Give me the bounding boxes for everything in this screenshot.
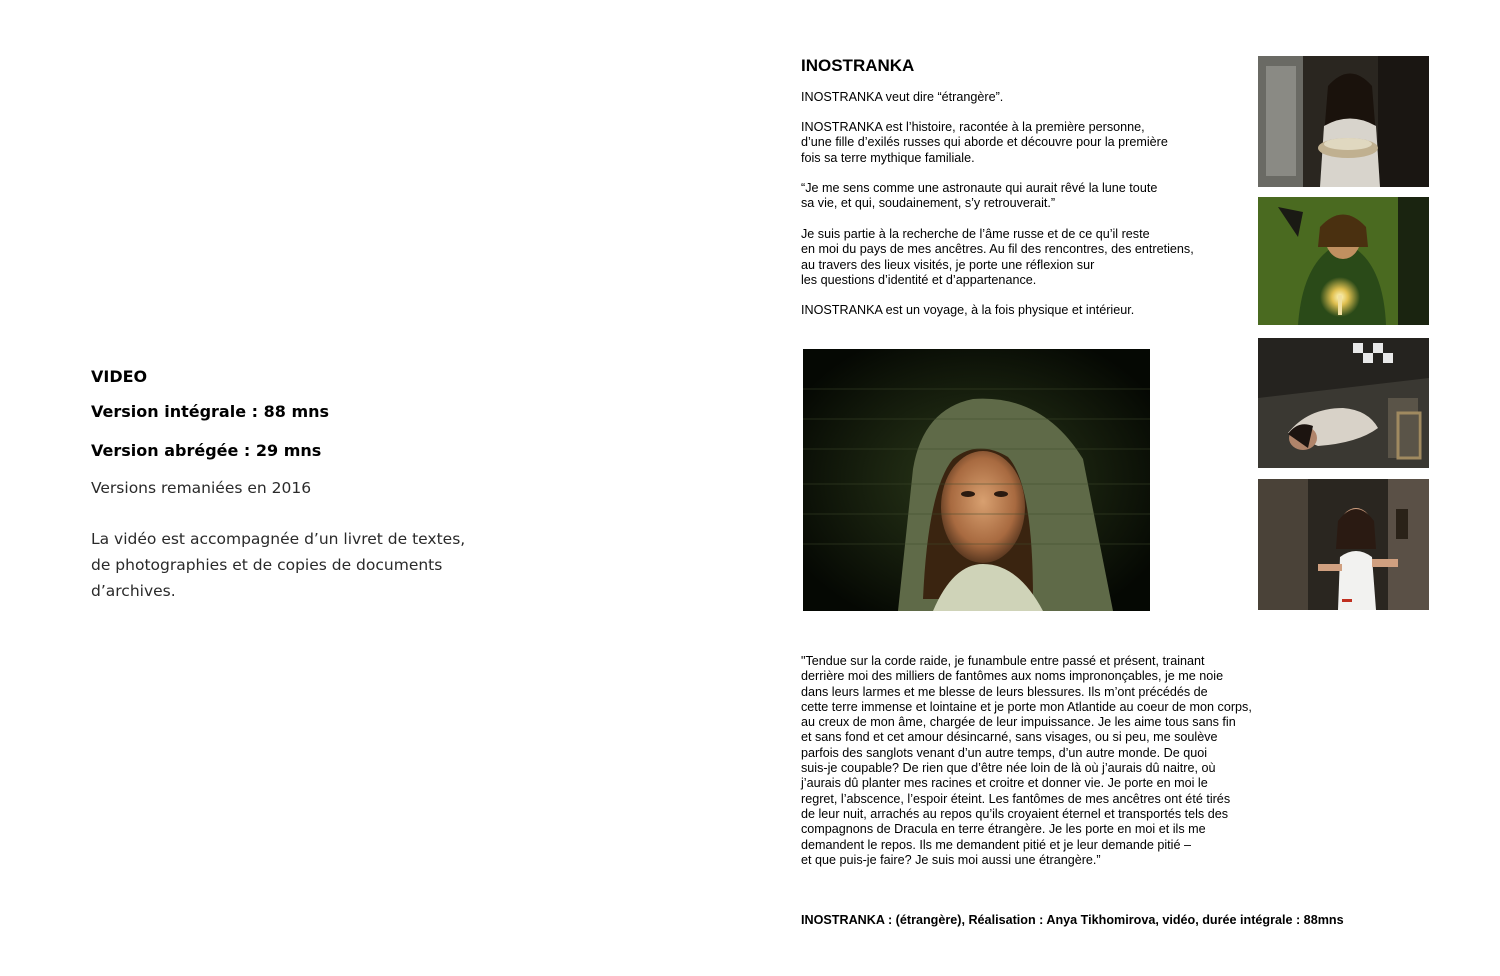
quote-line: demandent le repos. Ils me demandent pitié et je leur demande pitié – [801,837,1191,852]
description [91,526,511,604]
person-lying-on-floor-image [1258,338,1429,468]
section-title: VIDEO [91,367,148,386]
search-line: Je suis partie à la recherche de l’âme russe et de ce qu’il reste [801,227,1150,241]
quote-line: "Tendue sur la corde raide, je funambule entre passé et présent, trainant [801,654,1205,668]
journey-line: INOSTRANKA est un voyage, à la fois physique et intérieur. [801,303,1135,317]
quote-line: regret, l’abscence, l’espoir éteint. Les fantômes de mes ancêtres ont été tirés [801,791,1231,806]
story-line: d’une fille d’exilés russes qui aborde et découvre pour la première [801,135,1168,150]
quote-line: et que puis-je faire? Je suis moi aussi une étrangère.” [801,852,1101,867]
intro-line: INOSTRANKA veut dire “étrangère”. [801,90,1004,104]
version-short: Version abrégée : 29 mns [91,441,322,460]
quote-line: derrière moi des milliers de fantômes aux noms imprononçables, je me noie [801,669,1224,684]
credit-line: INOSTRANKA : (étrangère), Réalisation : Anya Tikhomirova, vidéo, durée intégrale : 88mns [801,913,1344,927]
search-line: les questions d’identité et d’appartenance. [801,272,1037,287]
intro-paragraph [801,90,1003,105]
quote-line: compagnons de Dracula en terre étrangère. Je les porte en moi et ils me [801,822,1206,837]
version-full: Version intégrale : 88 mns [91,402,330,421]
astronaut-line: “Je me sens comme une astronaute qui aurait rêvé la lune toute [801,181,1158,195]
page-title: INOSTRANKA [801,56,915,75]
thumbnail-photo-3 [1258,338,1429,468]
remake-note: Versions remaniées en 2016 [91,479,312,497]
child-in-doorway-image [1258,479,1429,610]
search-line: en moi du pays de mes ancêtres. Au fil des rencontres, des entretiens, [801,242,1194,257]
girl-holding-bowl-image [1258,56,1429,187]
quote-line: parfois des sanglots venant d’un autre temps, d’un autre monde. De quoi [801,745,1208,760]
search-paragraph [801,227,1194,288]
quote-line: au creux de mon âme, chargée de leur impuissance. Je les aime tous sans fin [801,715,1236,730]
description-line: d’archives. [91,582,176,600]
quote-line: et sans fond et cet amour désincarné, sans visages, ou si peu, me soulève [801,730,1218,745]
quote-line: cette terre immense et lointaine et je porte mon Atlantide au coeur de mon corps, [801,699,1252,714]
astronaut-line: sa vie, et qui, soudainement, s’y retrouverait.” [801,196,1056,211]
story-line: INOSTRANKA est l’histoire, racontée à la première personne, [801,120,1145,134]
quote-line: dans leurs larmes et me blesse de leurs blessures. Ils m’ont précédés de [801,684,1208,699]
quote-line: suis-je coupable? De rien que d’être née loin de là où j’aurais dû naitre, où [801,761,1216,776]
thumbnail-photo-4 [1258,479,1429,610]
astronaut-paragraph [801,181,1157,212]
icon-painting-with-candle-image [1258,197,1429,325]
description-line: de photographies et de copies de documents [91,556,443,574]
main-photo [803,349,1150,611]
story-line: fois sa terre mythique familiale. [801,150,975,165]
thumbnail-photo-2 [1258,197,1429,325]
quote-line: j’aurais dû planter mes racines et croitre et donner vie. Je porte en moi le [801,776,1208,791]
quote-paragraph [801,654,1252,868]
thumbnail-photo-1 [1258,56,1429,187]
journey-paragraph [801,303,1134,318]
search-line: au travers des lieux visités, je porte une réflexion sur [801,257,1095,272]
description-line: La vidéo est accompagnée d’un livret de textes, [91,530,466,548]
woman-in-headscarf-image [803,349,1150,611]
quote-line: de leur nuit, arrachés au repos qu’ils croyaient éternel et transportés tels des [801,806,1229,821]
story-paragraph [801,120,1168,166]
